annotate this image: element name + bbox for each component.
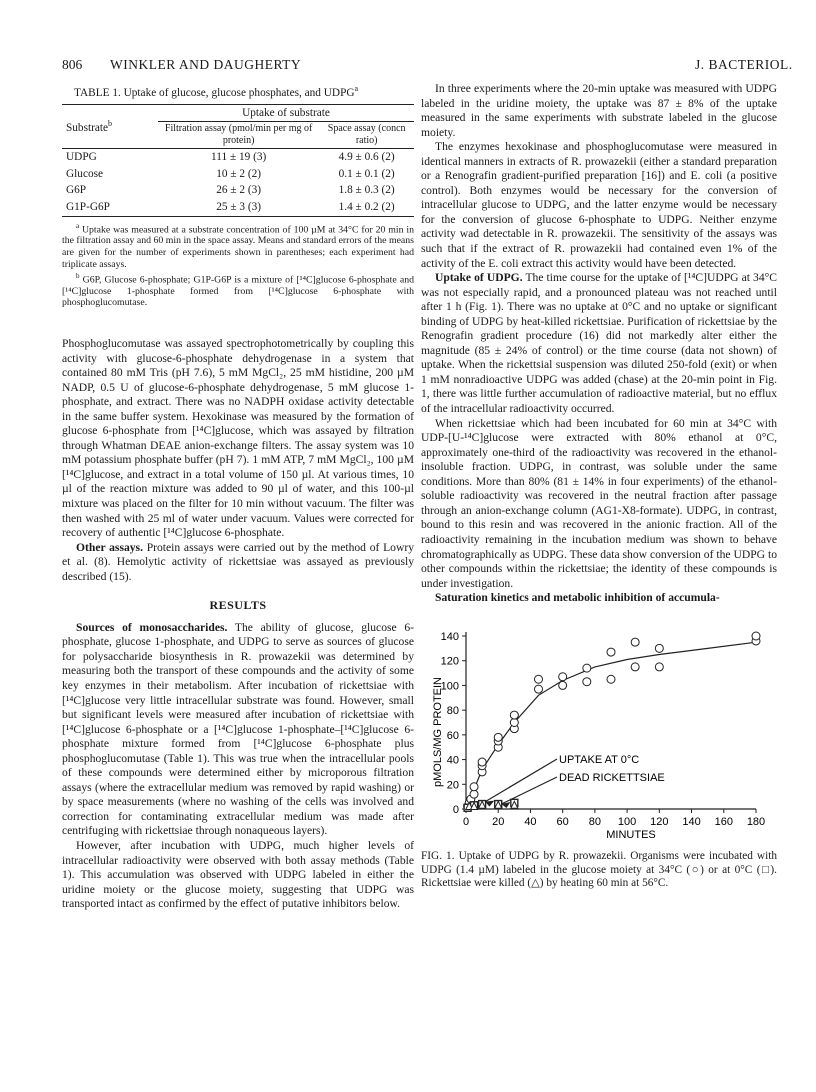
y-tick-label: 120 [440, 655, 459, 668]
y-tick-label: 60 [446, 729, 459, 742]
arrow-dead-rickettsiae [501, 777, 557, 804]
point-34c [631, 663, 639, 671]
col-filtration: Filtration assay (pmol/min per mg of protein) [158, 122, 319, 149]
point-34c [752, 632, 760, 640]
x-tick-label: 140 [682, 815, 701, 828]
uptake-chart [421, 624, 777, 842]
page-number: 806 [62, 57, 83, 72]
x-tick-label: 40 [524, 815, 537, 828]
point-34c [607, 648, 615, 656]
paragraph-methods: Phosphoglucomutase was assayed spectrophotometrically by coupling this activity with glucose-6-phosphate dehydrogenase in a system that contained 80 mM Tris (pH 7.6), 5 mM MgCl₂, 25 mM histidine, 200 µM NADP, 0.5 U of glucose-6-phosphate dehydrogenase, 5 mM glucose 1-phosphate, and extract. There was no NADPH oxidase activity detectable in the same buffer system. Hexokinase was measured by the formation of glucose 6-phosphate from [¹⁴C]glucose, which was assayed by filtration through Whatman DEAE anion-exchange filters. The assay system was 10 mM potassium phosphate buffer (pH 7). 1 mM ATP, 7 mM MgCl₂, 100 µM [¹⁴C]glucose, and extract in a total volume of 150 µl. At various times, 10 µl of the reaction mixture was added to 90 µl of water, and this 100-µl mixture was placed on the filter for 10 min without vacuum. The filter was then washed with 25 ml of water under vacuum. Values were corrected for recovery of authentic [¹⁴C]glucose 6-phosphate. [62, 336, 414, 540]
annotation-dead-rickettsiae: DEAD RICKETTSIAE [559, 771, 665, 784]
y-tick-label: 100 [440, 680, 459, 693]
table-caption: TABLE 1. Uptake of glucose, glucose phosphates, and UDPG$^a$ [74, 84, 359, 99]
y-tick-label: 20 [446, 778, 459, 791]
y-axis-label: pMOLS/MG PROTEIN [432, 676, 444, 787]
point-34c [583, 677, 591, 685]
table-footnote-b: $^b$ G6P, Glucose 6-phosphate; G1P-G6P is a mixture of [¹⁴C]glucose 6-phosphate and [¹⁴C]glucose 1-phosphate formed from [¹⁴C]glucose 6-phosphate with phosphoglucomutase. [62, 271, 414, 309]
col-space: Space assay (concn ratio) [319, 122, 414, 149]
point-34c [631, 638, 639, 646]
paragraph-ethanol: When rickettsiae which had been incubated for 60 min at 34°C with UDP-[U-¹⁴C]glucose were extracted with 80% ethanol at 0°C, approximately one-third of the radioactivity was recovered in the ethanol-insoluble fraction. UDPG, in contrast, was soluble under the same conditions. More than 80% (81 ± 14% in four experiments) of the ethanol-soluble radioactivity was recovered in the neutral fraction after passage through an anion-exchange column (AG1-X8-formate). UDPG, in contrast, bound to this resin and was recovered in the anionic fraction. All of the radioactivity remaining in the incubation medium was shown to behave chromatographically as UDPG. These data show conversion of the UDPG to other compounds within the rickettsiae; the identity of these compounds is under investigation. [421, 416, 777, 590]
running-authors: WINKLER AND DAUGHERTY [110, 57, 302, 72]
point-34c [535, 675, 543, 683]
paragraph-uptake-udpg: Uptake of UDPG. The time course for the uptake of [¹⁴C]UDPG at 34°C was not especially rapid, and a pronounced plateau was not reached until after 1 h (Fig. 1). There was no uptake at 0°C and no uptake or significant binding of UDPG by heat-killed rickettsiae. Purification of rickettsiae by the Renografin gradient procedure (16) did not markedly alter either the magnitude (85 ± 24% of control) or the time course (data not shown) of uptake. When the rickettsial suspension was diluted 250-fold (exit) or when 1 mM nonradioactive UDPG was added (chase) at the 20-min point in Fig. 1, there was little further accumulation of radioactive material, but no efflux of the intracellular radioactivity occurred. [421, 271, 777, 416]
page-header [0, 57, 816, 77]
section-results-heading: RESULTS [209, 598, 267, 613]
table-row: UDPG 111 ± 19 (3) 4.9 ± 0.6 (2) [66, 151, 395, 164]
point-34c [607, 675, 615, 683]
paragraph-sources: Sources of monosaccharides. The ability of glucose, glucose 6-phosphate, glucose 1-phosphate, and UDPG to serve as sources of glucose for polysaccharide biosynthesis in R. prowazekii was determined by measuring both the transport of these compounds and the activity of some key enzymes in their metabolism. After incubation of rickettsiae with [¹⁴C]glucose very little intracellular substrate was found. However, small but significant levels were measured after incubation of rickettsiae with [¹⁴C]glucose 6-phosphate or a [¹⁴C]glucose 1-phosphate–[¹⁴C]glucose 6-phosphate mixture formed from [¹⁴C]glucose 6-phosphate plus phosphoglucomutase (Table 1). This was true when the intracellular pools of these compounds were determined either by microporous filtration assays (where the extracellular medium was removed by rapid washing) or by space measurements (where no washing of the cells was involved and correction for contaminating extracellular medium was made after centrifuging with rickettsiae through nonaqueous layers). [62, 620, 414, 838]
table-footnote-a: $^a$ Uptake was measured at a substrate concentration of 100 µM at 34°C for 20 min in the filtration assay and 60 min in the space assay. Means and standard errors of the means are given for the number of experiments shown in parentheses; each experiment had triplicate assays. [62, 221, 414, 270]
paragraph-other-assays: Other assays. Protein assays were carried out by the method of Lowry et al. (8). Hemolytic activity of rickettsiae was assayed as previously described (15). [62, 540, 414, 583]
point-34c [510, 718, 518, 726]
point-34c [510, 711, 518, 719]
col-substrate: Substrate$^b$ [62, 104, 158, 149]
x-tick-label: 80 [588, 815, 602, 828]
y-tick-label: 80 [446, 704, 459, 717]
paragraph-uridine: In three experiments where the 20-min uptake was measured with UDPG labeled in the uridine moiety, the uptake was 87 ± 8% of the uptake measured in the same experiments with substrate labeled in the glucose moiety. [421, 82, 777, 139]
paragraph-udpg: However, after incubation with UDPG, much higher levels of intracellular radioactivity were observed with both assay methods (Table 1). This accumulation was observed with UDPG labeled in either the uridine moiety or the glucose moiety, suggesting that UDPG was transported intact as confirmed by the effect of putative inhibitors below. [62, 839, 414, 911]
point-34c [559, 672, 567, 680]
x-tick-label: 100 [617, 815, 637, 828]
figure-caption: FIG. 1. Uptake of UDPG by R. prowazekii. Organisms were incubated with UDPG (1.4 µM) labeled in the glucose moiety at 34°C (○) or at 0°C (□). Rickettsiae were killed (△) by heating 60 min at 56°C. [421, 850, 777, 890]
x-tick-label: 120 [650, 815, 669, 828]
left-column [62, 82, 414, 912]
point-34c [559, 681, 567, 689]
y-tick-label: 0 [452, 803, 459, 816]
x-tick-label: 180 [746, 815, 766, 828]
table-row: Glucose 10 ± 2 (2) 0.1 ± 0.1 (2) [66, 167, 395, 180]
x-tick-label: 20 [492, 815, 505, 828]
figure-1 [421, 624, 777, 890]
point-34c [535, 685, 543, 693]
point-34c [583, 664, 591, 672]
point-34c [655, 644, 663, 652]
point-34c [655, 663, 663, 671]
right-column [421, 82, 777, 890]
point-34c [478, 758, 486, 766]
y-tick-label: 140 [440, 630, 459, 643]
point-34c [470, 790, 478, 798]
arrow-uptake-0c [485, 759, 557, 802]
table-uptake [62, 104, 414, 217]
x-tick-label: 160 [714, 815, 733, 828]
x-tick-label: 0 [462, 815, 470, 828]
point-34c [494, 733, 502, 741]
table-row: G1P-G6P 25 ± 3 (3) 1.4 ± 0.2 (2) [62, 199, 414, 216]
y-tick-label: 40 [446, 754, 459, 767]
annotation-uptake-0c: UPTAKE AT 0°C [559, 753, 640, 766]
arrowhead-uptake-0c [485, 800, 494, 806]
paragraph-enzymes: The enzymes hexokinase and phosphoglucomutase were measured in identical manners in extracts of R. prowazekii (either a standard preparation or a Renografin gradient-purified preparation [16]) and E. coli (a positive control). Both enzymes would be necessary for the conversion of intracellular glucose to UDPG, and the latter enzyme would be necessary for the conversion of glucose 6-phosphate to UDPG. Neither enzyme activity wad detectable in R. prowazekii. The sensitivity of the assays was such that if the extract of R. prowazekii had contained even 1% of the activity of the E. coli extract this activity would have been detected. [421, 140, 777, 270]
x-axis-label: MINUTES [606, 828, 656, 841]
x-tick-label: 60 [556, 815, 569, 828]
paragraph-saturation-heading: Saturation kinetics and metabolic inhibition of accumula- [435, 591, 720, 605]
point-34c [470, 782, 478, 790]
journal-name: J. BACTERIOL. [695, 57, 793, 72]
table-row: G6P 26 ± 2 (3) 1.8 ± 0.3 (2) [66, 184, 395, 197]
col-group-uptake: Uptake of substrate [158, 104, 414, 122]
